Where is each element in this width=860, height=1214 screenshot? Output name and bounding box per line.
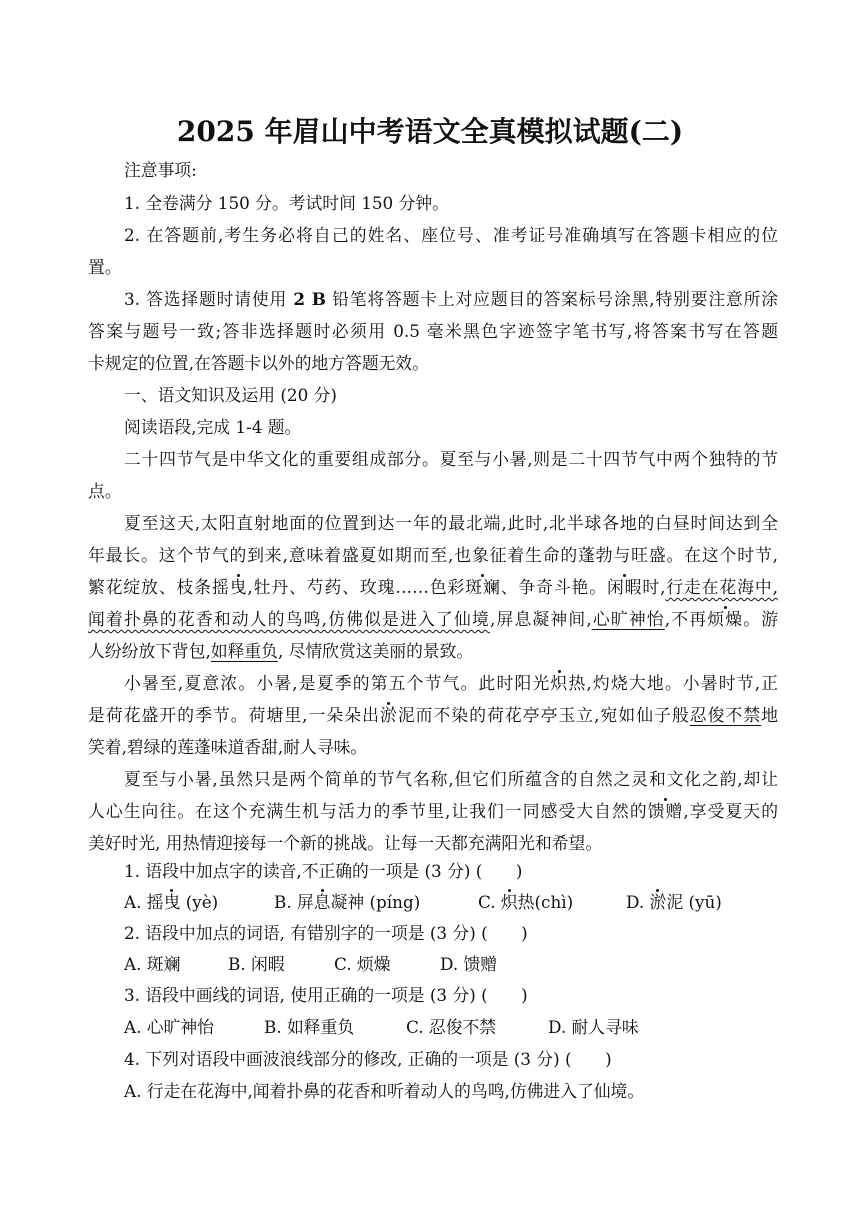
- passage-text: 繁花绽放、枝条摇: [88, 577, 230, 597]
- dotted-char: 炽: [500, 892, 518, 912]
- passage-text: 小暑至,夏意浓。小暑,是夏季的第五个节气。此时阳光: [124, 673, 551, 693]
- passage-p1-line-1: 二十四节气是中华文化的重要组成部分。夏至与小暑,则是二十四节气中两个独特的节: [124, 449, 778, 469]
- option-c: C. 忍俊不禁: [406, 1017, 497, 1037]
- passage-p2-line-5: [88, 635, 778, 667]
- passage-text: 、争奇斗艳。: [500, 577, 607, 597]
- question-2-stem: 2. 语段中加点的词语, 有错别字的一项是 (3 分) ( ): [124, 923, 528, 943]
- notice-item-3-line-1: [124, 283, 778, 315]
- dotted-word: 馈赠: [647, 801, 684, 821]
- passage-text: 时,: [642, 577, 666, 597]
- passage-p3-line-2: [88, 699, 778, 731]
- passage-p2-line-4: [88, 603, 778, 635]
- passage-text: 泥而不染的荷花亭亭玉立,宛如仙子般: [397, 705, 690, 725]
- option-d: D. 耐人寻味: [548, 1017, 639, 1037]
- dotted-char: 息: [313, 892, 331, 912]
- notice-item-2-line-2: 置。: [88, 257, 122, 277]
- passage-text: 人心生向往。在这个充满生机与活力的季节里,让我们一同感受大自然的: [88, 801, 648, 821]
- question-4-option-a: A. 行走在花海中,闻着扑鼻的花香和听着动人的鸟鸣,仿佛进入了仙境。: [124, 1081, 645, 1101]
- passage-text: 人纷纷放下背包,: [88, 641, 211, 661]
- exam-title: 2025 年眉山中考语文全真模拟试题(二): [176, 115, 684, 148]
- passage-p3-line-1: [124, 667, 778, 699]
- notice-item-3-text: 3. 答选择题时请使用: [124, 289, 294, 309]
- notice-item-3-text: 铅笔将答题卡上对应题目的答案标号涂黑,特别要注意所涂: [325, 289, 778, 309]
- dotted-char: 淤: [379, 705, 398, 725]
- passage-text: ,屏息凝神间,: [489, 609, 592, 629]
- notice-heading: 注意事项:: [124, 160, 197, 180]
- section-1-heading: 一、语文知识及运用 (20 分): [124, 385, 337, 405]
- passage-text: ,牡丹、芍药、玫瑰……色彩: [247, 577, 466, 597]
- passage-p4-line-1: 夏至与小暑,虽然只是两个简单的节气名称,但它们所蕴含的自然之灵和文化之韵,却让: [124, 769, 778, 789]
- passage-text: , 尽情欣赏这美丽的景致。: [277, 641, 474, 661]
- dotted-char: 曳: [163, 892, 181, 912]
- passage-p1-line-2: 点。: [88, 481, 122, 501]
- option-d: D. 淤泥 (yū): [626, 892, 722, 912]
- option-a: A. 心旷神怡: [124, 1017, 214, 1037]
- section-1-instruction: 阅读语段,完成 1-4 题。: [124, 417, 302, 437]
- passage-p2-line-1: 夏至这天,太阳直射地面的位置到达一年的最北端,此时,北半球各地的白昼时间达到全: [124, 513, 778, 533]
- passage-p2-line-2: 年最长。这个节气的到来,意味着盛夏如期而至,也象征着生命的蓬勃与旺盛。在这个时节,: [88, 545, 778, 565]
- option-a: A. 摇曳 (yè): [124, 892, 219, 912]
- question-1-options: [124, 886, 778, 918]
- dotted-word: 闲暇: [606, 577, 643, 597]
- option-d: D. 馈赠: [440, 954, 498, 974]
- question-1-stem: 1. 语段中加点字的读音,不正确的一项是 (3 分) ( ): [124, 861, 523, 881]
- notice-item-2-line-1: 2. 在答题前,考生务必将自己的姓名、座位号、准考证号准确填写在答题卡相应的位: [124, 225, 778, 245]
- notice-item-1: 1. 全卷满分 150 分。考试时间 150 分钟。: [124, 193, 449, 213]
- question-3-stem: 3. 语段中画线的词语, 使用正确的一项是 (3 分) ( ): [124, 985, 528, 1005]
- notice-item-3-line-2: 答案与题号一致;答非选择题时必须用 0.5 毫米黑色字迹签字笔书写,将答案书写在答题: [88, 321, 778, 341]
- option-a: A. 斑斓: [124, 954, 181, 974]
- dotted-word: 烦燥: [707, 609, 744, 629]
- dotted-char: 曳: [229, 577, 248, 597]
- passage-text: ,不再: [664, 609, 708, 629]
- wavy-underlined-text: 行走在花海中,: [665, 577, 778, 597]
- option-b: B. 屏息凝神 (píng): [274, 892, 421, 912]
- passage-text: ,享受夏天的: [683, 801, 778, 821]
- passage-text: 是荷花盛开的季节。荷塘里,一朵朵出: [88, 705, 380, 725]
- option-b: B. 如释重负: [264, 1017, 355, 1037]
- question-3-options: [124, 1011, 778, 1043]
- passage-text: 地: [761, 705, 778, 725]
- passage-p4-line-2: [88, 795, 778, 827]
- option-c: C. 炽热(chì): [478, 892, 574, 912]
- underlined-word: 心旷神怡: [591, 609, 665, 629]
- dotted-char: 淤: [649, 892, 667, 912]
- wavy-underlined-text: 闻着扑鼻的花香和动人的鸟鸣,仿佛似是进入了仙境: [88, 609, 490, 629]
- passage-p3-line-3: 笑着,碧绿的莲蓬味道香甜,耐人寻味。: [88, 737, 368, 757]
- notice-item-3-line-3: 卡规定的位置,在答题卡以外的地方答题无效。: [88, 353, 429, 373]
- question-2-options: [124, 948, 778, 980]
- question-4-stem: 4. 下列对语段中画波浪线部分的修改, 正确的一项是 (3 分) ( ): [124, 1049, 612, 1069]
- dotted-char: 炽: [550, 673, 569, 693]
- option-b: B. 闲暇: [228, 954, 285, 974]
- underlined-word: 如释重负: [210, 641, 278, 661]
- passage-p4-line-3: 美好时光, 用热情迎接每一个新的挑战。让每一天都充满阳光和希望。: [88, 833, 603, 853]
- underlined-word: 忍俊不禁: [689, 705, 762, 725]
- pencil-grade: 2 B: [293, 289, 326, 309]
- passage-p2-line-3: [88, 571, 778, 603]
- passage-text: 。游: [743, 609, 778, 629]
- passage-text: 热,灼烧大地。小暑时节,正: [568, 673, 778, 693]
- option-c: C. 烦燥: [334, 954, 391, 974]
- dotted-word: 斑斓: [465, 577, 501, 597]
